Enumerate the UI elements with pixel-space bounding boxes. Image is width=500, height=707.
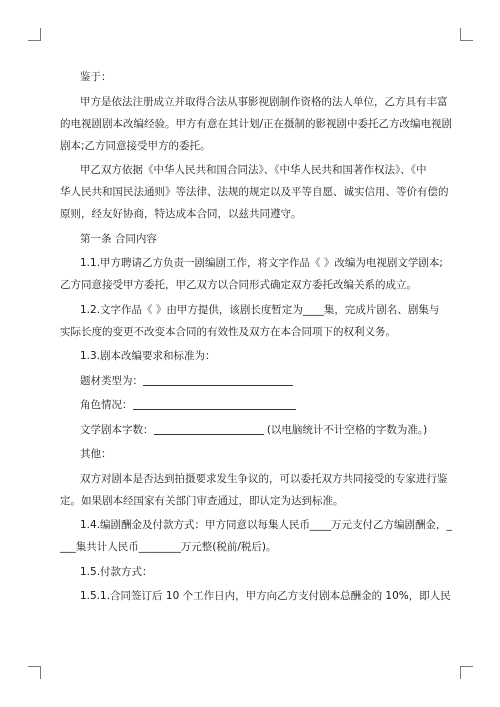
clause-1-3: 1.3.剧本改编要求和标准为：: [80, 350, 216, 362]
roles-blank[interactable]: [133, 396, 296, 410]
other-label: 其他：: [80, 448, 112, 460]
subject-type-row: [60, 370, 442, 392]
word-count-label: 文学剧本字数：: [80, 423, 154, 436]
subject-type-blank[interactable]: [143, 372, 293, 386]
recital-paragraph-2: 甲乙双方依据《中华人民共和国合同法》、《中华人民共和国著作权法》、《中 华人民共和国民法通则》等法律、法规的规定以及平等自愿、诚实信用、等价有偿的 原则，经友好协商，特达成本合同，以兹共同遵守。: [60, 164, 449, 220]
roles-row: [60, 394, 442, 416]
roles-label: 角色情况：: [80, 399, 133, 411]
crop-mark-bottom-left: [28, 666, 41, 679]
article-1-title: 第一条 合同内容: [80, 232, 157, 245]
word-count-note: (以电脑统计不计空格的字数为准。): [263, 423, 428, 436]
clause-1-5-1: 1.5.1.合同签订后 10 个工作日内，甲方向乙方支付剧本总酬金的 10%，即人民: [80, 590, 451, 602]
clause-1-2: 1.2.文字作品《 》由甲方提供，该剧长度暂定为____集，完成片剧名、剧集与 实际长度的变更不改变本合同的有效性及双方在本合同项下的权利义务。: [60, 303, 440, 338]
recital-heading: 鉴于：: [80, 71, 112, 83]
clause-1-4: 1.4.编剧酬金及付款方式：甲方同意以每集人民币____万元支付乙方编剧酬金，_ ___集共计人民币________万元整(税前/税后)。: [60, 519, 452, 553]
crop-mark-top-left: [28, 28, 41, 41]
recital-paragraph-1: 甲方是依法注册成立并取得合法从事影视剧制作资格的法人单位，乙方具有丰富 的电视剧剧本改编经验。甲方有意在其计划/正在摄制的影视剧中委托乙方改编电视剧 剧本;乙方同意接受甲方的委托。: [60, 95, 453, 152]
clause-1-1: 1.1.甲方聘请乙方负责一剧编剧工作，将文字作品《 》改编为电视剧文学剧本; 乙方同意接受甲方委托，甲乙双方以合同形式确定双方委托改编关系的成立。: [60, 257, 443, 291]
clause-1-5: 1.5.付款方式：: [80, 565, 153, 578]
word-count-row: [60, 419, 442, 441]
subject-type-label: 题材类型为：: [80, 374, 143, 387]
crop-mark-bottom-right: [460, 666, 473, 679]
contract-body: [60, 66, 453, 607]
dispute-paragraph: 双方对剧本是否达到拍摄要求发生争议的，可以委托双方共同接受的专家进行鉴 定。如果剧本经国家有关部门审查通过，即认定为达到标准。: [60, 472, 448, 507]
crop-mark-top-right: [460, 28, 473, 41]
word-count-blank[interactable]: [154, 421, 264, 435]
